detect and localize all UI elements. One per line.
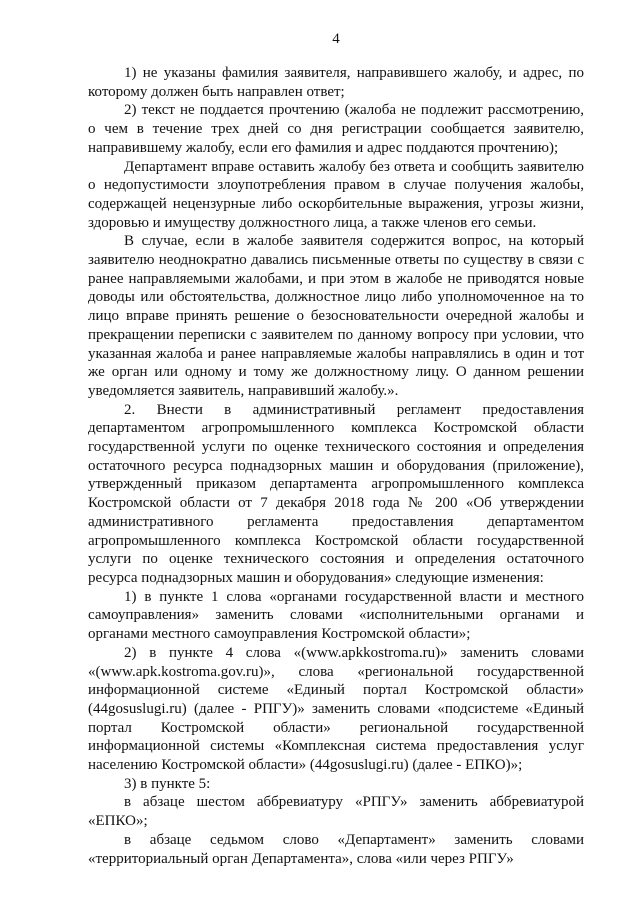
paragraph-repeated-complaint: В случае, если в жалобе заявителя содержится вопрос, на который заявителю неоднократно давались письменные ответы по существу в связи с ранее направляемыми жалобами, и при этом в жалобе не приводятся новые доводы или обстоятельства, должностное лицо либо уполномоченное на то лицо вправе принять решение о безосновательности очередной жалобы и прекращении переписки с заявителем по данному вопросу при условии, что указанная жалоба и ранее направляемые жалобы направлялись в один и тот же орган или одному и тому же должностному лицу. О данном решении уведомляется заявитель, направивший жалобу.». xyxy=(88,233,584,399)
paragraph-department-right: Департамент вправе оставить жалобу без ответа и сообщить заявителю о недопустимости злоупотребления правом в случае получения жалобы, содержащей нецензурные либо оскорбительные выражения, угрозы жизни, здоровью и имуществу должностного лица, а также членов его семьи. xyxy=(88,158,584,231)
document-body xyxy=(88,64,584,868)
page-number: 4 xyxy=(332,31,340,47)
paragraph-change-3-seventh: в абзаце седьмом слово «Департамент» заменить словами «территориальный орган Департамента», слова «или через РПГУ» xyxy=(88,831,584,867)
paragraph-change-1: 1) в пункте 1 слова «органами государственной власти и местного самоуправления» заменить словами «исполнительными органами и органами местного самоуправления Костромской области»; xyxy=(88,588,584,643)
paragraph-section-2: 2. Внести в административный регламент предоставления департаментом агропромышленного комплекса Костромской области государственной услуги по оценке технического состояния и определения остаточного ресурса поднадзорных машин и оборудования (приложение), утвержденный приказом департамента агропромышленного комплекса Костромской области от 7 декабря 2018 года № 200 «Об утверждении административного регламента предоставления департаментом агропромышленного комплекса Костромской области государственной услуги по оценке технического состояния и определения остаточного ресурса поднадзорных машин и оборудования» следующие изменения: xyxy=(88,401,584,586)
paragraph-change-3: 3) в пункте 5: xyxy=(124,775,211,792)
paragraph-change-3-sixth: в абзаце шестом аббревиатуру «РПГУ» заменить аббревиатурой «ЕПКО»; xyxy=(88,794,584,830)
paragraph-change-2: 2) в пункте 4 слова «(www.apkkostroma.ru)» заменить словами «(www.apk.kostroma.gov.ru)», слова «региональной государственной информационной системе «Единый портал Костромской области» (44gosuslugi.ru) (далее - РПГУ)» заменить словами «подсистеме «Единый портал Костромской области» региональной государственной информационной системы «Комплексная система предоставления услуг населению Костромской области» (44gosuslugi.ru) (далее - ЕПКО)»; xyxy=(88,644,584,774)
paragraph-item-2-unreadable: 2) текст не поддается прочтению (жалоба не подлежит рассмотрению, о чем в течение трех дней со дня регистрации сообщается заявителю, направившему жалобу, если его фамилия и адрес поддаются прочтению); xyxy=(88,102,584,156)
paragraph-item-1-no-name: 1) не указаны фамилия заявителя, направившего жалобу, и адрес, по которому должен быть направлен ответ; xyxy=(88,65,584,100)
